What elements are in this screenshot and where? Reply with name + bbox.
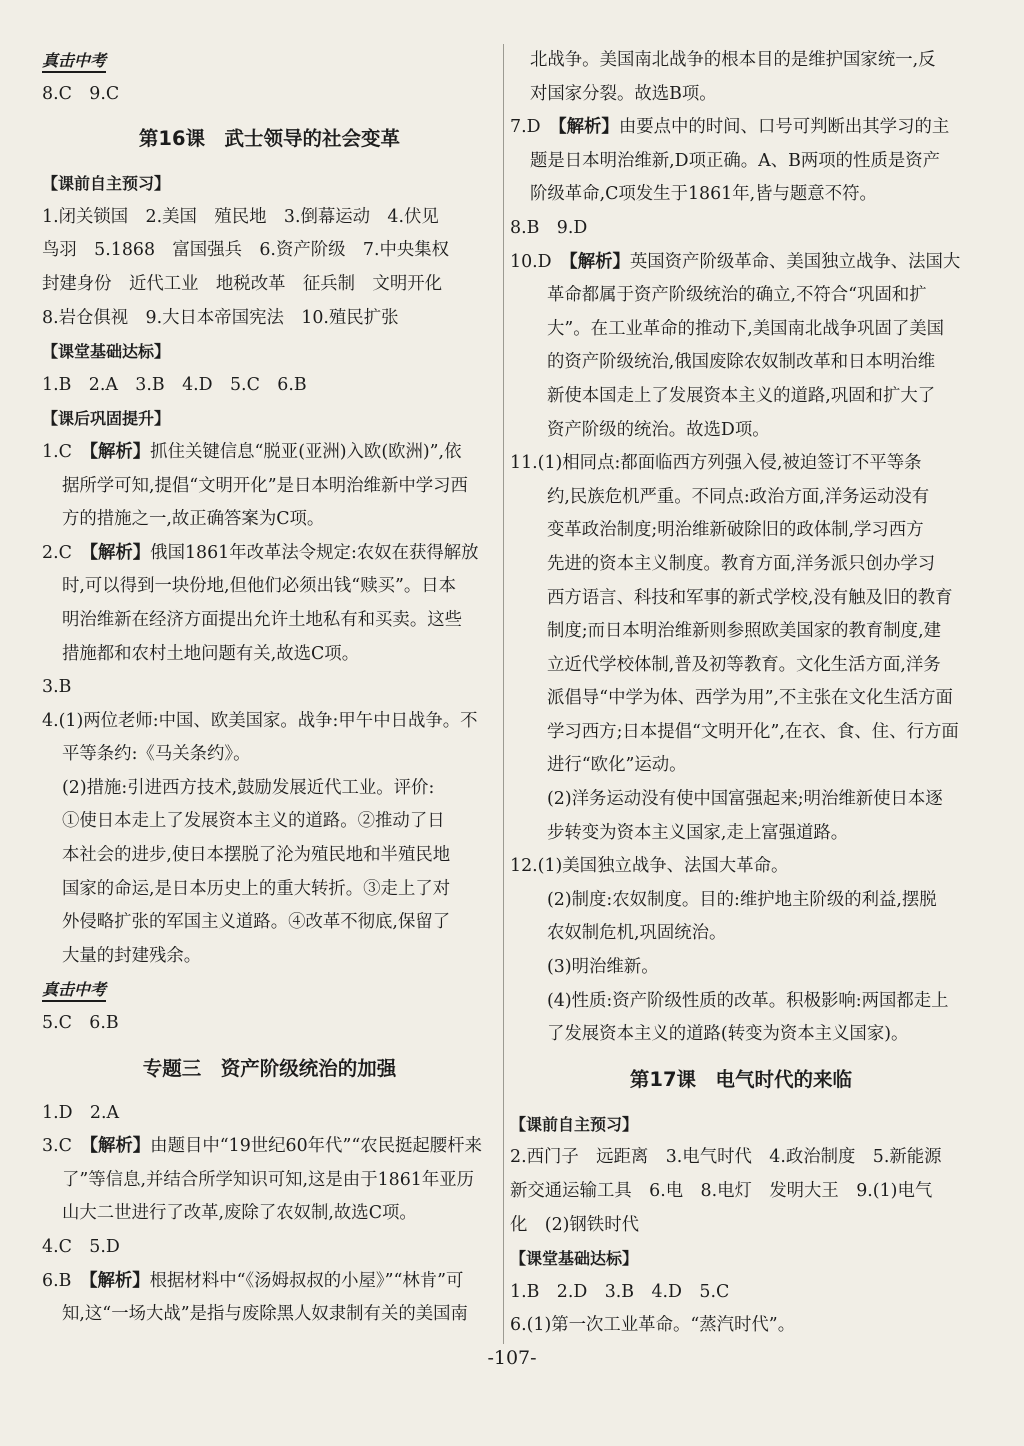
answer-line: 1.B 2.A 3.B 4.D 5.C 6.B (42, 374, 307, 395)
answer-line: 明治维新在经济方面提出允许土地私有和买卖。这些 (62, 609, 462, 630)
answer-line: 10.D 【解析】英国资产阶级革命、美国独立战争、法国大 (510, 251, 961, 272)
analysis-tag: 【解析】 (89, 1136, 151, 1157)
answer-line: 山大二世进行了改革,废除了农奴制,故选C项。 (62, 1203, 417, 1224)
column-divider (503, 44, 504, 1344)
analysis-tag: 【解析】 (89, 441, 151, 462)
section-heading-basic: 【课堂基础达标】 (42, 342, 171, 362)
answer-line: 外侵略扩张的军国主义道路。④改革不彻底,保留了 (62, 912, 451, 933)
answer-line: 2.C 【解析】俄国1861年改革法令规定:农奴在获得解放 (42, 542, 479, 563)
answer-line: 大”。在工业革命的推动下,美国南北战争巩固了美国 (547, 318, 945, 339)
answer-line: 题是日本明治维新,D项正确。A、B两项的性质是资产 (530, 150, 941, 171)
lesson-17-title: 第17课 电气时代的来临 (629, 1067, 853, 1091)
answer-line: 制度;而日本明治维新则参照欧美国家的教育制度,建 (547, 621, 941, 642)
answer-line: 了”等信息,并结合所学知识可知,这是由于1861年亚历 (62, 1169, 475, 1190)
section-heading-preview: 【课前自主预习】 (42, 174, 171, 194)
answer-line: 进行“欧化”运动。 (547, 755, 687, 776)
section-heading-preview: 【课前自主预习】 (510, 1114, 639, 1134)
lesson-16-title: 第16课 武士领导的社会变革 (138, 127, 401, 151)
analysis-tag: 【解析】 (88, 1270, 150, 1291)
zhenji-zhongkao-heading: 真击中考 (42, 44, 497, 78)
answer-line: 4.(1)两位老师:中国、欧美国家。战争:甲午中日战争。不 (42, 710, 478, 731)
answer-line: 1.C 【解析】抓住关键信息“脱亚(亚洲)入欧(欧洲)”,依 (42, 441, 462, 462)
answer-line: 4.C 5.D (42, 1237, 120, 1257)
answer-line: 国家的命运,是日本历史上的重大转折。③走上了对 (62, 878, 451, 899)
answer-line: (3)明治维新。 (547, 957, 659, 978)
answer-line: 6.(1)第一次工业革命。“蒸汽时代”。 (510, 1315, 796, 1336)
answer-line: 5.C 6.B (42, 1013, 119, 1034)
answer-line: 的资产阶级统治,俄国废除农奴制改革和日本明治维 (547, 352, 936, 373)
answer-line: 时,可以得到一块份地,但他们必须出钱“赎买”。日本 (62, 576, 457, 597)
answer-line: 了发展资本主义的道路(转变为资本主义国家)。 (547, 1024, 909, 1045)
answer-line: 本社会的进步,使日本摆脱了沦为殖民地和半殖民地 (62, 845, 451, 866)
analysis-tag: 【解析】 (557, 117, 619, 138)
zhenji-zhongkao-heading: 真击中考 (42, 973, 497, 1007)
answer-line: 化 (2)钢铁时代 (510, 1214, 639, 1235)
answer-line: 8.岩仓俱视 9.大日本帝国宪法 10.殖民扩张 (42, 307, 399, 328)
answer-line: 资产阶级的统治。故选D项。 (547, 419, 770, 440)
topic-3-title: 专题三 资产阶级统治的加强 (142, 1056, 397, 1080)
answer-line: 措施都和农村土地问题有关,故选C项。 (62, 643, 360, 664)
answer-line: 鸟羽 5.1868 富国强兵 6.资产阶级 7.中央集权 (42, 240, 450, 261)
answer-line: 12.(1)美国独立战争、法国大革命。 (510, 856, 789, 877)
page-number: -107- (487, 1347, 537, 1369)
answer-line: 方的措施之一,故正确答案为C项。 (62, 509, 325, 530)
answer-line: 3.B (42, 677, 72, 698)
answer-line: 封建身份 近代工业 地税改革 征兵制 文明开化 (42, 273, 442, 294)
answer-line: 8.B 9.D (510, 217, 588, 238)
answer-line: 8.C 9.C (42, 83, 120, 104)
answer-line: (2)措施:引进西方技术,鼓励发展近代工业。评价: (62, 777, 435, 798)
answer-line: 大量的封建残余。 (62, 945, 202, 966)
answer-line: 先进的资本主义制度。教育方面,洋务派只创办学习 (547, 553, 936, 574)
answer-line: 6.B 【解析】根据材料中“《汤姆叔叔的小屋》”“林肯”可 (42, 1270, 464, 1291)
answer-line: 平等条约:《马关条约》。 (62, 744, 251, 765)
answer-line: 对国家分裂。故选B项。 (530, 83, 717, 104)
answer-line: 知,这“一场大战”是指与废除黑人奴隶制有关的美国南 (62, 1304, 468, 1325)
right-column (510, 44, 972, 1343)
answer-line: 革命都属于资产阶级统治的确立,不符合“巩固和扩 (547, 285, 927, 306)
analysis-tag: 【解析】 (569, 251, 630, 272)
answer-line: 北战争。美国南北战争的根本目的是维护国家统一,反 (530, 50, 936, 70)
answer-line: 3.C 【解析】由题目中“19世纪60年代”“农民挺起腰杆来 (42, 1136, 482, 1157)
answer-line: 11.(1)相同点:都面临西方列强入侵,被迫签订不平等条 (510, 453, 922, 474)
section-heading-after: 【课后巩固提升】 (42, 409, 171, 429)
answer-line: 立近代学校体制,普及初等教育。文化生活方面,洋务 (547, 654, 941, 675)
answer-line: 7.D 【解析】由要点中的时间、口号可判断出其学习的主 (510, 117, 950, 138)
answer-line: 变革政治制度;明治维新破除旧的政体制,学习西方 (547, 520, 924, 541)
answer-line: 新使本国走上了发展资本主义的道路,巩固和扩大了 (547, 385, 936, 406)
answer-line: 1.D 2.A (42, 1102, 120, 1123)
analysis-tag: 【解析】 (89, 542, 151, 563)
answer-line: (4)性质:资产阶级性质的改革。积极影响:两国都走上 (547, 990, 949, 1011)
answer-line: 据所学可知,提倡“文明开化”是日本明治维新中学习西 (62, 475, 468, 496)
answer-line: (2)制度:农奴制度。目的:维护地主阶级的利益,摆脱 (547, 889, 937, 910)
answer-line: 新交通运输工具 6.电 8.电灯 发明大王 9.(1)电气 (510, 1181, 933, 1201)
answer-line: 1.闭关锁国 2.美国 殖民地 3.倒幕运动 4.伏见 (42, 206, 439, 227)
answer-line: 阶级革命,C项发生于1861年,皆与题意不符。 (530, 184, 877, 205)
answer-line: 西方语言、科技和军事的新式学校,没有触及旧的教育 (547, 587, 953, 608)
left-column (42, 44, 497, 1332)
section-heading-basic: 【课堂基础达标】 (510, 1249, 639, 1269)
answer-line: ①使日本走上了发展资本主义的道路。②推动了日 (62, 811, 445, 832)
answer-line: 步转变为资本主义国家,走上富强道路。 (547, 822, 849, 843)
answer-line: 学习西方;日本提倡“文明开化”,在衣、食、住、行方面 (547, 721, 959, 742)
answer-line: (2)洋务运动没有使中国富强起来;明治维新使日本逐 (547, 789, 943, 810)
answer-line: 约,民族危机严重。不同点:政治方面,洋务运动没有 (547, 486, 930, 507)
answer-line: 2.西门子 远距离 3.电气时代 4.政治制度 5.新能源 (510, 1147, 942, 1168)
answer-line: 派倡导“中学为体、西学为用”,不主张在文化生活方面 (547, 688, 953, 709)
answer-line: 1.B 2.D 3.B 4.D 5.C (510, 1281, 730, 1302)
answer-line: 农奴制危机,巩固统治。 (547, 923, 727, 944)
